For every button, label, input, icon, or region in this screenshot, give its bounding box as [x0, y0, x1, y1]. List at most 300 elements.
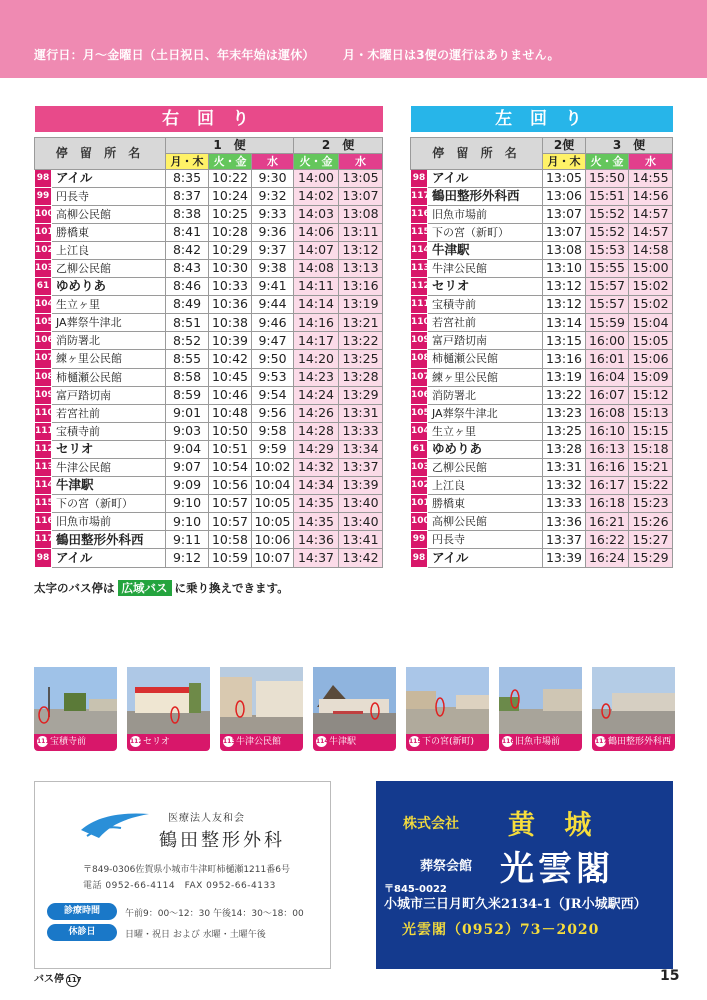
departure-time: 16:13	[586, 440, 629, 458]
timetable-row	[411, 422, 673, 440]
stop-photo-label: 鶴田整形外科西	[608, 737, 672, 747]
departure-time: 13:07	[543, 223, 586, 241]
stop-number: 109	[35, 386, 52, 404]
departure-time: 13:16	[339, 278, 383, 296]
departure-time: 10:46	[209, 386, 252, 404]
stop-number: 112	[411, 278, 428, 296]
departure-time: 16:24	[586, 549, 629, 567]
stop-photo-label: 牛津駅	[329, 737, 357, 747]
departure-time: 15:13	[629, 404, 673, 422]
departure-time: 9:47	[252, 332, 294, 350]
clinic-org: 医療法人友和会	[168, 813, 245, 824]
departure-time: 14:06	[294, 223, 339, 241]
day-tue-fri: 火・金	[586, 153, 629, 169]
hall-prefix: 葬祭会館	[420, 859, 473, 874]
stop-name: 若宮社前	[428, 314, 543, 332]
stop-number: 103	[411, 459, 428, 477]
stop-number: 99	[411, 531, 428, 549]
stop-name: 宝積寺前	[428, 296, 543, 314]
departure-time: 10:06	[252, 531, 294, 549]
departure-time: 15:26	[629, 513, 673, 531]
stop-photo-caption	[313, 734, 396, 751]
stop-name: 練ヶ里公民館	[428, 368, 543, 386]
stop-number: 61	[411, 440, 428, 458]
departure-time: 9:01	[166, 404, 209, 422]
day-mon-thu: 月・木	[166, 153, 209, 169]
departure-time: 8:51	[166, 314, 209, 332]
departure-time: 15:22	[629, 477, 673, 495]
stop-photo-caption	[499, 734, 582, 751]
stop-name: アイル	[52, 549, 166, 567]
trip2-header: 2 便	[294, 137, 383, 153]
stop-name: 上江良	[52, 241, 166, 259]
departure-time: 16:22	[586, 531, 629, 549]
hall-address: 小城市三日月町久米2134-1（JR小城駅西）	[384, 897, 647, 912]
departure-time: 10:02	[252, 459, 294, 477]
departure-time: 15:27	[629, 531, 673, 549]
stop-name: 宝積寺前	[52, 422, 166, 440]
departure-time: 14:37	[294, 549, 339, 567]
stop-name: JA葬祭牛津北	[428, 404, 543, 422]
departure-time: 13:40	[339, 495, 383, 513]
stop-number: 110	[411, 314, 428, 332]
stop-name: 富戸踏切南	[52, 386, 166, 404]
stop-number: 98	[35, 549, 52, 567]
departure-time: 9:30	[252, 169, 294, 187]
stop-number: 98	[35, 169, 52, 187]
departure-time: 13:31	[339, 404, 383, 422]
timetable-row	[35, 241, 383, 259]
stop-number: 112	[130, 738, 143, 745]
stop-name: 旧魚市場前	[428, 205, 543, 223]
departure-time: 8:42	[166, 241, 209, 259]
clinic-phone: 電話 0952-66-4114 FAX 0952-66-4133	[83, 881, 276, 891]
departure-time: 14:26	[294, 404, 339, 422]
departure-time: 9:04	[166, 440, 209, 458]
departure-time: 13:12	[543, 278, 586, 296]
departure-time: 10:04	[252, 477, 294, 495]
departure-time: 14:24	[294, 386, 339, 404]
departure-time: 16:04	[586, 368, 629, 386]
day-tue-fri: 火・金	[294, 153, 339, 169]
departure-time: 13:13	[339, 259, 383, 277]
day-wed: 水	[252, 153, 294, 169]
company-name: 黄 城	[508, 810, 602, 841]
clinic-name: 鶴田整形外科	[159, 830, 285, 851]
departure-time: 8:46	[166, 278, 209, 296]
stop-name: 消防署北	[52, 332, 166, 350]
departure-time: 8:49	[166, 296, 209, 314]
stop-number: 116	[35, 513, 52, 531]
stop-number: 115	[35, 495, 52, 513]
stop-number: 111	[411, 296, 428, 314]
departure-time: 8:38	[166, 205, 209, 223]
departure-time: 15:00	[629, 259, 673, 277]
departure-time: 9:37	[252, 241, 294, 259]
departure-time: 14:16	[294, 314, 339, 332]
stop-name: 乙柳公民館	[52, 259, 166, 277]
stop-name: 牛津公民館	[52, 459, 166, 477]
stop-photo-caption	[220, 734, 303, 751]
departure-time: 13:31	[543, 459, 586, 477]
stop-name: 生立ヶ里	[52, 296, 166, 314]
timetable-row	[35, 187, 383, 205]
stop-name: 鶴田整形外科西	[428, 187, 543, 205]
departure-time: 9:54	[252, 386, 294, 404]
stop-number: 115	[411, 223, 428, 241]
stop-photo-label: セリオ	[143, 737, 170, 747]
departure-time: 15:15	[629, 422, 673, 440]
departure-time: 15:06	[629, 350, 673, 368]
departure-time: 9:09	[166, 477, 209, 495]
stop-name: 円長寺	[428, 531, 543, 549]
departure-time: 14:20	[294, 350, 339, 368]
stop-name: 富戸踏切南	[428, 332, 543, 350]
departure-time: 13:19	[339, 296, 383, 314]
departure-time: 16:17	[586, 477, 629, 495]
hall-phone: 光雲閣（0952）73－2020	[402, 922, 600, 938]
departure-time: 9:44	[252, 296, 294, 314]
timetable-row	[35, 404, 383, 422]
timetable-row	[35, 169, 383, 187]
departure-time: 10:57	[209, 495, 252, 513]
departure-time: 10:25	[209, 205, 252, 223]
departure-time: 16:18	[586, 495, 629, 513]
stop-photo-image	[220, 667, 303, 734]
departure-time: 13:06	[543, 187, 586, 205]
departure-time: 13:28	[339, 368, 383, 386]
timetable-row	[35, 477, 383, 495]
departure-time: 15:09	[629, 368, 673, 386]
stop-name-header: 停 留 所 名	[35, 137, 166, 169]
departure-time: 14:08	[294, 259, 339, 277]
timetable-row	[411, 296, 673, 314]
stop-number: 114	[316, 738, 329, 745]
departure-time: 10:05	[252, 513, 294, 531]
stop-number: 104	[411, 422, 428, 440]
transfer-note-pre: 太字のバス停は	[34, 581, 115, 595]
stop-name: ゆめりあ	[428, 440, 543, 458]
departure-time: 9:58	[252, 422, 294, 440]
stop-number: 107	[411, 368, 428, 386]
departure-time: 14:56	[629, 187, 673, 205]
hall-name: 光雲閣	[500, 849, 614, 889]
stop-photo	[313, 667, 396, 751]
timetable-row	[35, 332, 383, 350]
stop-number: 117	[411, 187, 428, 205]
stop-name: 練ヶ里公民館	[52, 350, 166, 368]
timetable-row	[411, 477, 673, 495]
departure-time: 16:00	[586, 332, 629, 350]
departure-time: 13:10	[543, 259, 586, 277]
departure-time: 8:55	[166, 350, 209, 368]
stop-photo-label: 宝積寺前	[50, 737, 87, 747]
departure-time: 14:57	[629, 223, 673, 241]
departure-time: 15:04	[629, 314, 673, 332]
departure-time: 9:12	[166, 549, 209, 567]
departure-time: 13:21	[339, 314, 383, 332]
stop-name: 勝橋東	[52, 223, 166, 241]
departure-time: 13:33	[339, 422, 383, 440]
stop-number: 109	[411, 332, 428, 350]
departure-time: 10:30	[209, 259, 252, 277]
departure-time: 8:52	[166, 332, 209, 350]
stop-number: 113	[411, 259, 428, 277]
timetable-row	[411, 404, 673, 422]
departure-time: 10:56	[209, 477, 252, 495]
departure-time: 13:22	[543, 386, 586, 404]
stop-number: 111	[37, 738, 50, 745]
departure-time: 9:11	[166, 531, 209, 549]
departure-time: 10:07	[252, 549, 294, 567]
departure-time: 8:35	[166, 169, 209, 187]
timetable-row	[411, 259, 673, 277]
departure-time: 9:10	[166, 513, 209, 531]
stop-photo-label: 旧魚市場前	[515, 737, 561, 747]
trip3-header: 3 便	[586, 137, 673, 153]
stop-name-header: 停 留 所 名	[411, 137, 543, 169]
stop-photo	[34, 667, 117, 751]
timetable-row	[411, 386, 673, 404]
stop-number: 115	[409, 738, 422, 745]
clinic-advertisement	[34, 781, 331, 969]
departure-time: 14:02	[294, 187, 339, 205]
departure-time: 15:52	[586, 223, 629, 241]
stop-name: アイル	[52, 169, 166, 187]
departure-time: 13:12	[339, 241, 383, 259]
stop-name: 柿樋瀬公民館	[52, 368, 166, 386]
timetable-row	[35, 368, 383, 386]
stop-number: 117	[595, 738, 608, 745]
departure-time: 9:59	[252, 440, 294, 458]
page-number: 15	[660, 968, 680, 984]
timetable-row	[411, 440, 673, 458]
departure-time: 10:24	[209, 187, 252, 205]
stop-photo-label: 牛津公民館	[236, 737, 282, 747]
stop-photo-caption	[34, 734, 117, 751]
timetable-row	[411, 531, 673, 549]
departure-time: 15:52	[586, 205, 629, 223]
departure-time: 13:07	[339, 187, 383, 205]
departure-time: 14:58	[629, 241, 673, 259]
departure-time: 16:16	[586, 459, 629, 477]
departure-time: 14:17	[294, 332, 339, 350]
timetable-row	[411, 459, 673, 477]
stop-name: 旧魚市場前	[52, 513, 166, 531]
stop-photo-label: 下の宮(新町)	[422, 737, 475, 747]
departure-time: 13:05	[543, 169, 586, 187]
timetable-row	[411, 241, 673, 259]
stop-name: 下の宮（新町）	[52, 495, 166, 513]
departure-time: 13:05	[339, 169, 383, 187]
departure-time: 15:53	[586, 241, 629, 259]
stop-number: 102	[411, 477, 428, 495]
left-route-timetable	[410, 106, 673, 568]
departure-time: 13:08	[339, 205, 383, 223]
stop-name: 勝橋東	[428, 495, 543, 513]
departure-time: 10:51	[209, 440, 252, 458]
departure-time: 15:18	[629, 440, 673, 458]
stop-number: 107	[35, 350, 52, 368]
departure-time: 14:11	[294, 278, 339, 296]
departure-time: 15:55	[586, 259, 629, 277]
departure-time: 15:51	[586, 187, 629, 205]
stop-number: 116	[411, 205, 428, 223]
stop-number: 101	[411, 495, 428, 513]
stop-name: 牛津駅	[52, 477, 166, 495]
departure-time: 15:23	[629, 495, 673, 513]
stop-name: 若宮社前	[52, 404, 166, 422]
departure-time: 14:23	[294, 368, 339, 386]
departure-time: 9:33	[252, 205, 294, 223]
departure-time: 10:48	[209, 404, 252, 422]
stop-photo-image	[592, 667, 675, 734]
departure-time: 15:50	[586, 169, 629, 187]
timetable-row	[411, 513, 673, 531]
departure-time: 14:28	[294, 422, 339, 440]
timetable-row	[35, 259, 383, 277]
stop-number: 61	[35, 278, 52, 296]
departure-time: 10:54	[209, 459, 252, 477]
stop-photo	[127, 667, 210, 751]
clinic-hours-label: 診療時間	[47, 903, 117, 920]
departure-time: 8:41	[166, 223, 209, 241]
clinic-address: 〒849-0306佐賀県小城市牛津町柿樋瀬1211番6号	[83, 865, 290, 875]
departure-time: 9:56	[252, 404, 294, 422]
stop-name: 上江良	[428, 477, 543, 495]
departure-time: 14:57	[629, 205, 673, 223]
timetable-row	[411, 314, 673, 332]
stop-photo-image	[34, 667, 117, 734]
departure-time: 14:14	[294, 296, 339, 314]
departure-time: 10:57	[209, 513, 252, 531]
transfer-note-post: に乗り換えできます。	[174, 581, 289, 595]
stop-number: 106	[411, 386, 428, 404]
timetable-row	[35, 495, 383, 513]
departure-time: 9:36	[252, 223, 294, 241]
stop-number: 108	[35, 368, 52, 386]
stop-number: 98	[411, 169, 428, 187]
departure-time: 13:15	[543, 332, 586, 350]
departure-time: 13:19	[543, 368, 586, 386]
stop-number: 100	[411, 513, 428, 531]
departure-time: 13:25	[543, 422, 586, 440]
stop-name: アイル	[428, 549, 543, 567]
departure-time: 15:57	[586, 278, 629, 296]
departure-time: 8:58	[166, 368, 209, 386]
departure-time: 9:50	[252, 350, 294, 368]
departure-time: 13:07	[543, 205, 586, 223]
departure-time: 14:29	[294, 440, 339, 458]
departure-time: 10:05	[252, 495, 294, 513]
operation-days: 運行日：月～金曜日（土日祝日、年末年始は運休）	[34, 48, 315, 62]
departure-time: 10:59	[209, 549, 252, 567]
departure-time: 15:12	[629, 386, 673, 404]
departure-time: 10:45	[209, 368, 252, 386]
departure-time: 16:10	[586, 422, 629, 440]
timetable-row	[35, 549, 383, 567]
departure-time: 13:37	[543, 531, 586, 549]
stop-name: 消防署北	[428, 386, 543, 404]
departure-time: 8:43	[166, 259, 209, 277]
departure-time: 16:07	[586, 386, 629, 404]
stop-number: 99	[35, 187, 52, 205]
timetable-row	[35, 459, 383, 477]
trip3-note: 月・木曜日は3便の運行はありません。	[343, 48, 560, 62]
stop-photo-caption	[406, 734, 489, 751]
timetable-row	[35, 350, 383, 368]
stop-number: 98	[411, 549, 428, 567]
stop-name: 柿樋瀬公民館	[428, 350, 543, 368]
departure-time: 10:50	[209, 422, 252, 440]
timetable-row	[35, 440, 383, 458]
departure-time: 9:32	[252, 187, 294, 205]
timetable-row	[35, 223, 383, 241]
operation-note	[34, 46, 560, 63]
stop-number: 108	[411, 350, 428, 368]
departure-time: 13:34	[339, 440, 383, 458]
timetable-row	[411, 205, 673, 223]
timetable-row	[35, 386, 383, 404]
stop-name: 鶴田整形外科西	[52, 531, 166, 549]
departure-time: 13:25	[339, 350, 383, 368]
stop-name: セリオ	[428, 278, 543, 296]
stop-photo	[220, 667, 303, 751]
timetable-row	[411, 332, 673, 350]
departure-time: 14:35	[294, 495, 339, 513]
trip2-header: 2便	[543, 137, 586, 153]
departure-time: 10:36	[209, 296, 252, 314]
departure-time: 9:38	[252, 259, 294, 277]
departure-time: 13:33	[543, 495, 586, 513]
departure-time: 13:29	[339, 386, 383, 404]
timetable-row	[411, 169, 673, 187]
timetable-row	[35, 278, 383, 296]
departure-time: 15:29	[629, 549, 673, 567]
transfer-note	[34, 580, 289, 596]
stop-photo	[592, 667, 675, 751]
departure-time: 13:41	[339, 531, 383, 549]
stop-number: 116	[502, 738, 515, 745]
departure-time: 10:33	[209, 278, 252, 296]
departure-time: 13:39	[339, 477, 383, 495]
clinic-closed: 日曜・祝日 および 水曜・土曜午後	[125, 930, 266, 940]
stop-name: アイル	[428, 169, 543, 187]
departure-time: 14:07	[294, 241, 339, 259]
stop-photo-image	[406, 667, 489, 734]
header-band	[0, 0, 707, 78]
trip1-header: 1 便	[166, 137, 294, 153]
departure-time: 13:42	[339, 549, 383, 567]
timetable-row	[411, 187, 673, 205]
stop-number: 111	[35, 422, 52, 440]
bus-stop-label: バス停	[34, 974, 64, 985]
day-wed: 水	[629, 153, 673, 169]
stop-number: 101	[35, 223, 52, 241]
departure-time: 13:40	[339, 513, 383, 531]
departure-time: 13:08	[543, 241, 586, 259]
departure-time: 13:39	[543, 549, 586, 567]
stop-photo	[499, 667, 582, 751]
departure-time: 14:36	[294, 531, 339, 549]
timetable-row	[411, 368, 673, 386]
timetable-row	[35, 205, 383, 223]
bus-stop-number: 117	[66, 974, 79, 987]
day-tue-fri: 火・金	[209, 153, 252, 169]
departure-time: 16:01	[586, 350, 629, 368]
stop-name: 乙柳公民館	[428, 459, 543, 477]
departure-time: 9:10	[166, 495, 209, 513]
